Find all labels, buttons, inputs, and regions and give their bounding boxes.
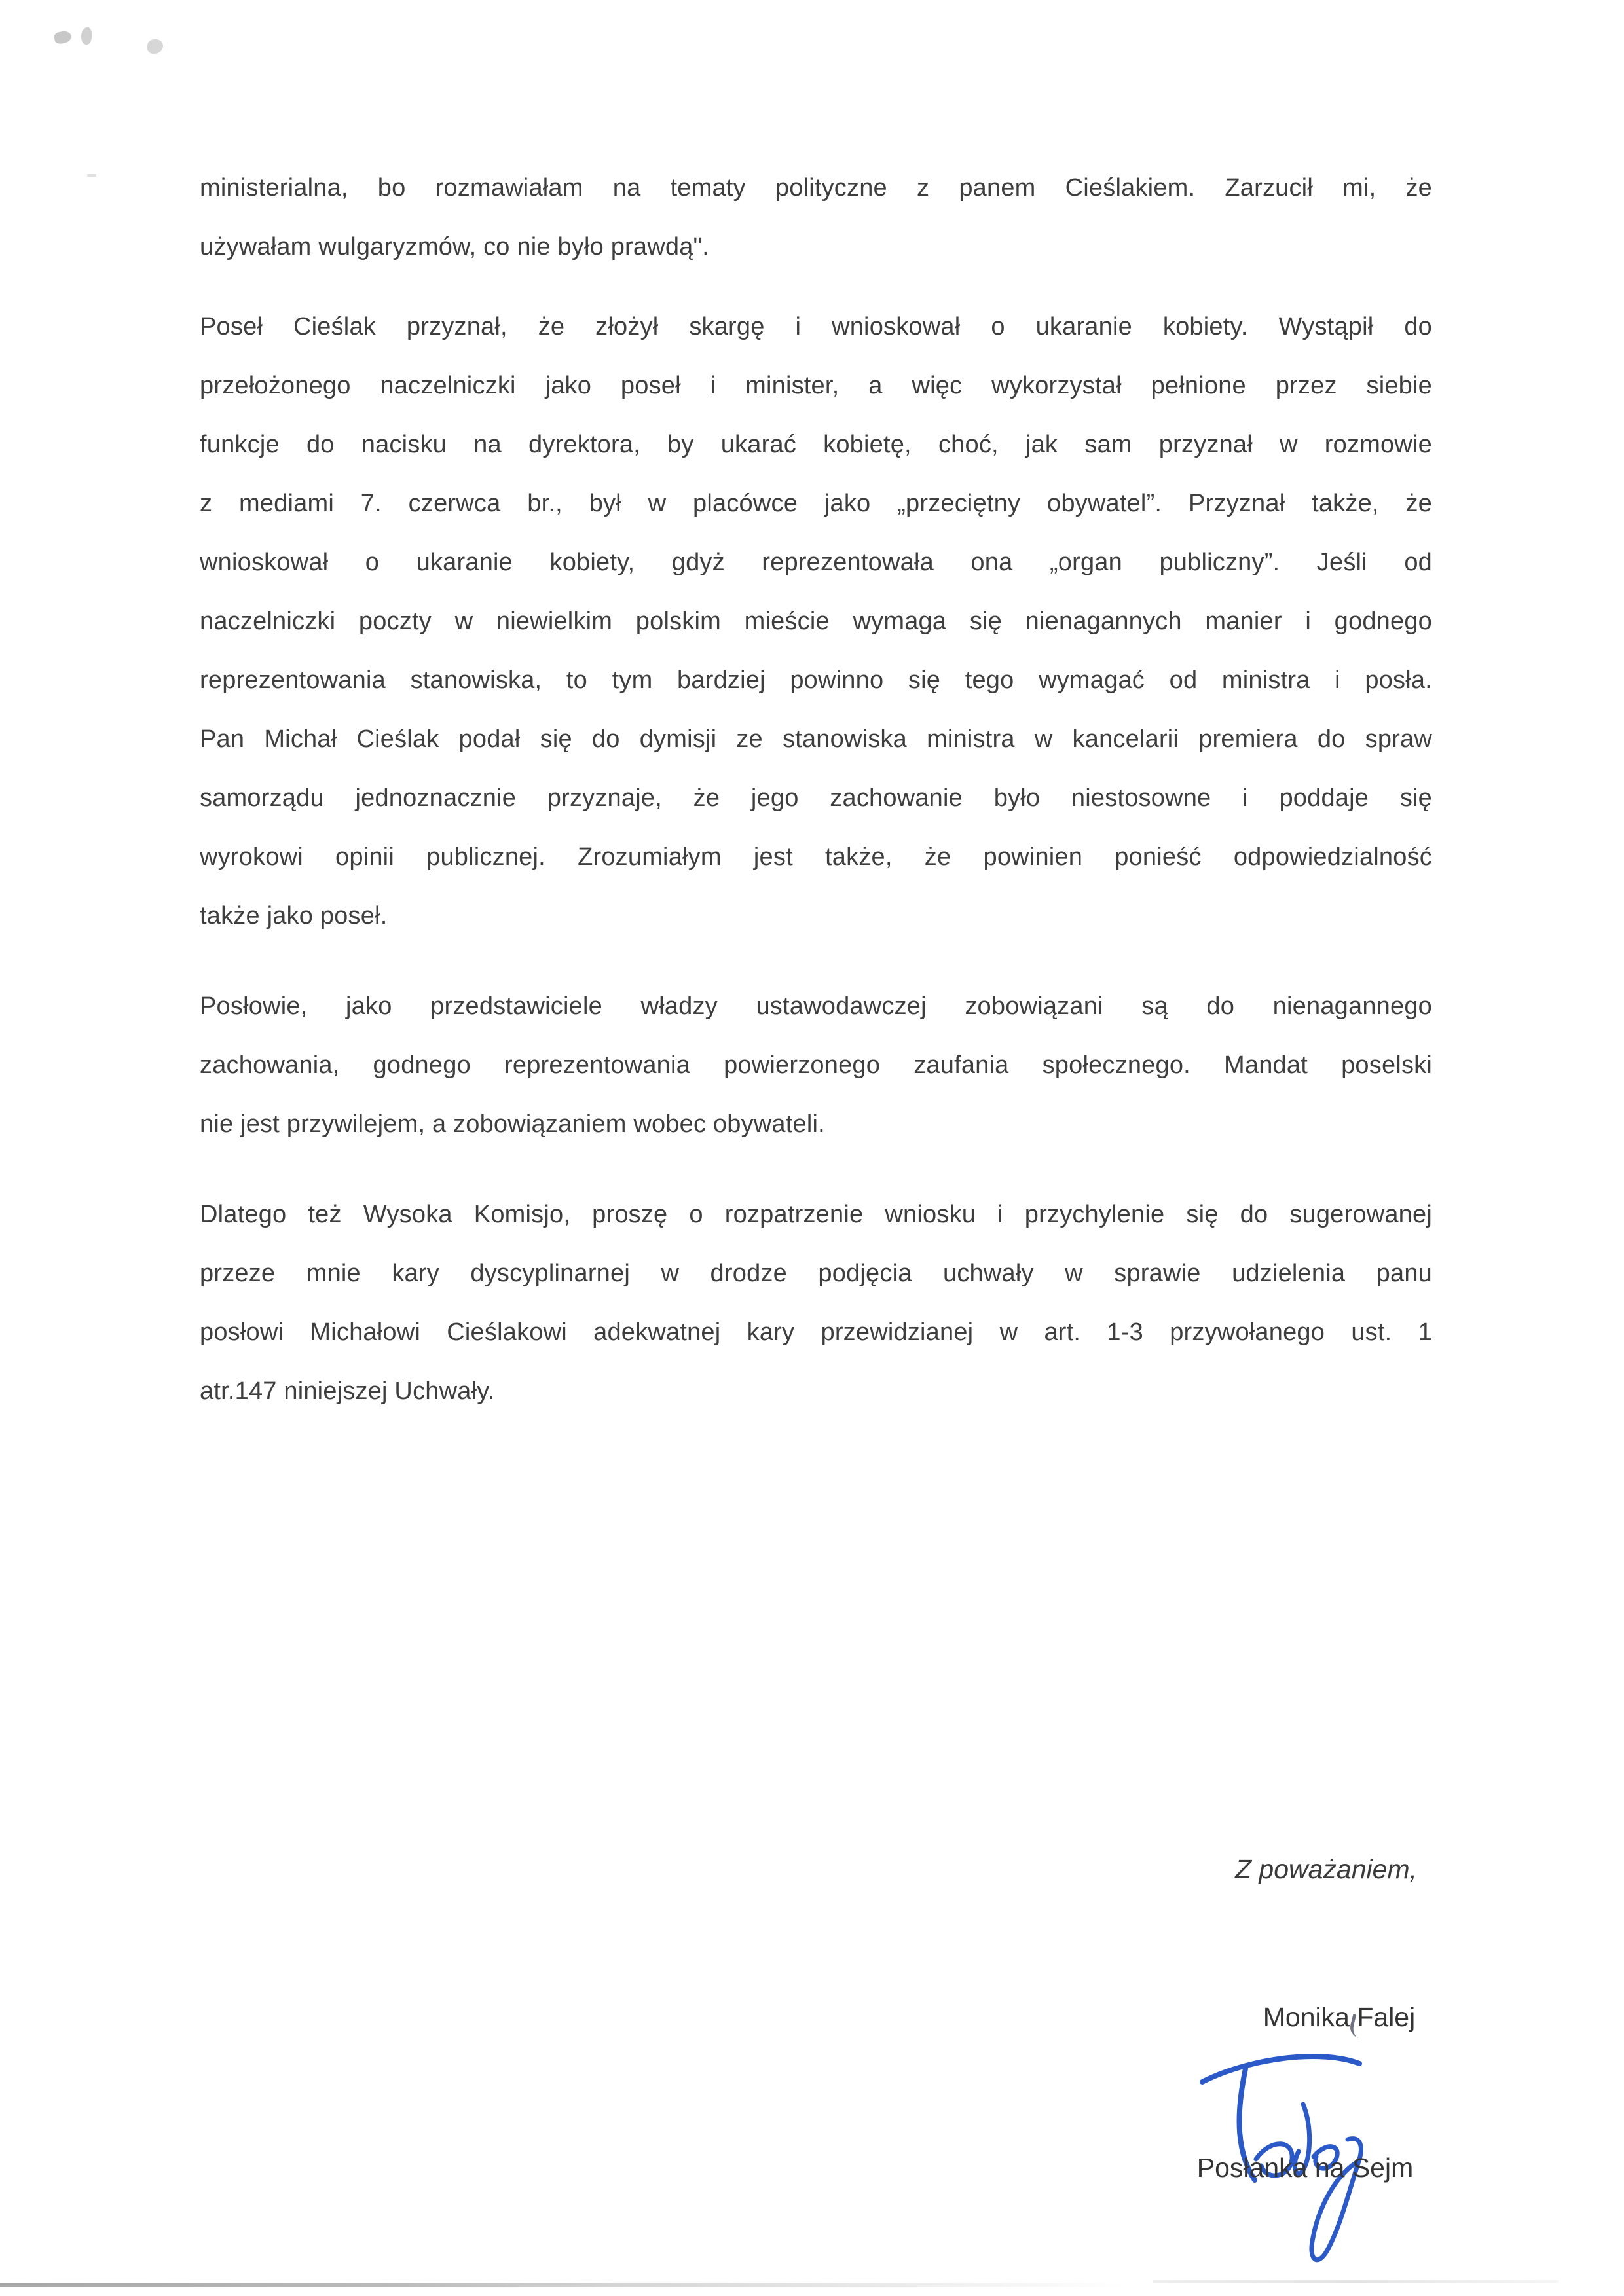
text-line: reprezentowania stanowiska, to tym bardziej powinno się tego wymagać od ministra i posła.: [200, 666, 1432, 694]
signer-name: Monika Falej: [1263, 2002, 1416, 2032]
text-line: naczelniczki poczty w niewielkim polskim mieście wymaga się nienagannych manier i godnego: [200, 608, 1432, 635]
text-line: ministerialna, bo rozmawiałam na tematy polityczne z panem Cieślakiem. Zarzucił mi, że: [200, 174, 1432, 202]
signer-title: Posłanka na Sejm: [1196, 2153, 1414, 2183]
text-line: Poseł Cieślak przyznał, że złożył skargę i wnioskował o ukaranie kobiety. Wystąpił do: [200, 313, 1432, 340]
scan-artifact-line: [1153, 2280, 1559, 2283]
text-line: atr.147 niniejszej Uchwały.: [200, 1377, 495, 1405]
text-line: używałam wulgaryzmów, co nie było prawdą".: [200, 233, 709, 261]
scan-speck: [147, 39, 163, 54]
text-line: samorządu jednoznacznie przyznaje, że jego zachowanie było niestosowne i poddaje się: [200, 784, 1432, 812]
text-line: wnioskował o ukaranie kobiety, gdyż reprezentowała ona „organ publiczny”. Jeśli od: [200, 549, 1432, 576]
text-line: Pan Michał Cieślak podał się do dymisji ze stanowiska ministra w kancelarii premiera do spraw: [200, 725, 1432, 753]
text-line: z mediami 7. czerwca br., był w placówce jako „przeciętny obywatel”. Przyznał także, że: [200, 490, 1432, 517]
text-line: nie jest przywilejem, a zobowiązaniem wobec obywateli.: [200, 1110, 825, 1138]
text-line: Posłowie, jako przedstawiciele władzy ustawodawczej zobowiązani są do nienagannego: [200, 993, 1432, 1020]
text-line: wyrokowi opinii publicznej. Zrozumiałym jest także, że powinien ponieść odpowiedzialność: [200, 843, 1432, 871]
text-line: Dlatego też Wysoka Komisjo, proszę o rozpatrzenie wniosku i przychylenie się do sugerowanej: [200, 1201, 1432, 1228]
text-line: także jako poseł.: [200, 902, 388, 930]
scan-speck: [53, 29, 72, 45]
scan-speck: [87, 174, 96, 177]
text-line: posłowi Michałowi Cieślakowi adekwatnej kary przewidzianej w art. 1-3 przywołanego ust. 1: [200, 1319, 1432, 1346]
paragraph: [200, 297, 1432, 945]
text-line: przełożonego naczelniczki jako poseł i minister, a więc wykorzystał pełnione przez siebie: [200, 372, 1432, 399]
closing-salutation: Z poważaniem,: [1234, 1854, 1417, 1884]
paragraph: [200, 977, 1432, 1154]
letter-body: [200, 158, 1432, 1452]
text-line: przeze mnie kary dyscyplinarnej w drodze podjęcia uchwały w sprawie udzielenia panu: [200, 1260, 1432, 1287]
paragraph: [200, 1185, 1432, 1421]
text-line: funkcje do nacisku na dyrektora, by ukarać kobietę, choć, jak sam przyznał w rozmowie: [200, 431, 1432, 458]
scan-speck: [81, 27, 92, 45]
scan-artifact-line: [0, 2283, 1126, 2287]
paragraph: [200, 158, 1432, 276]
text-line: zachowania, godnego reprezentowania powierzonego zaufania społecznego. Mandat poselski: [200, 1051, 1432, 1079]
